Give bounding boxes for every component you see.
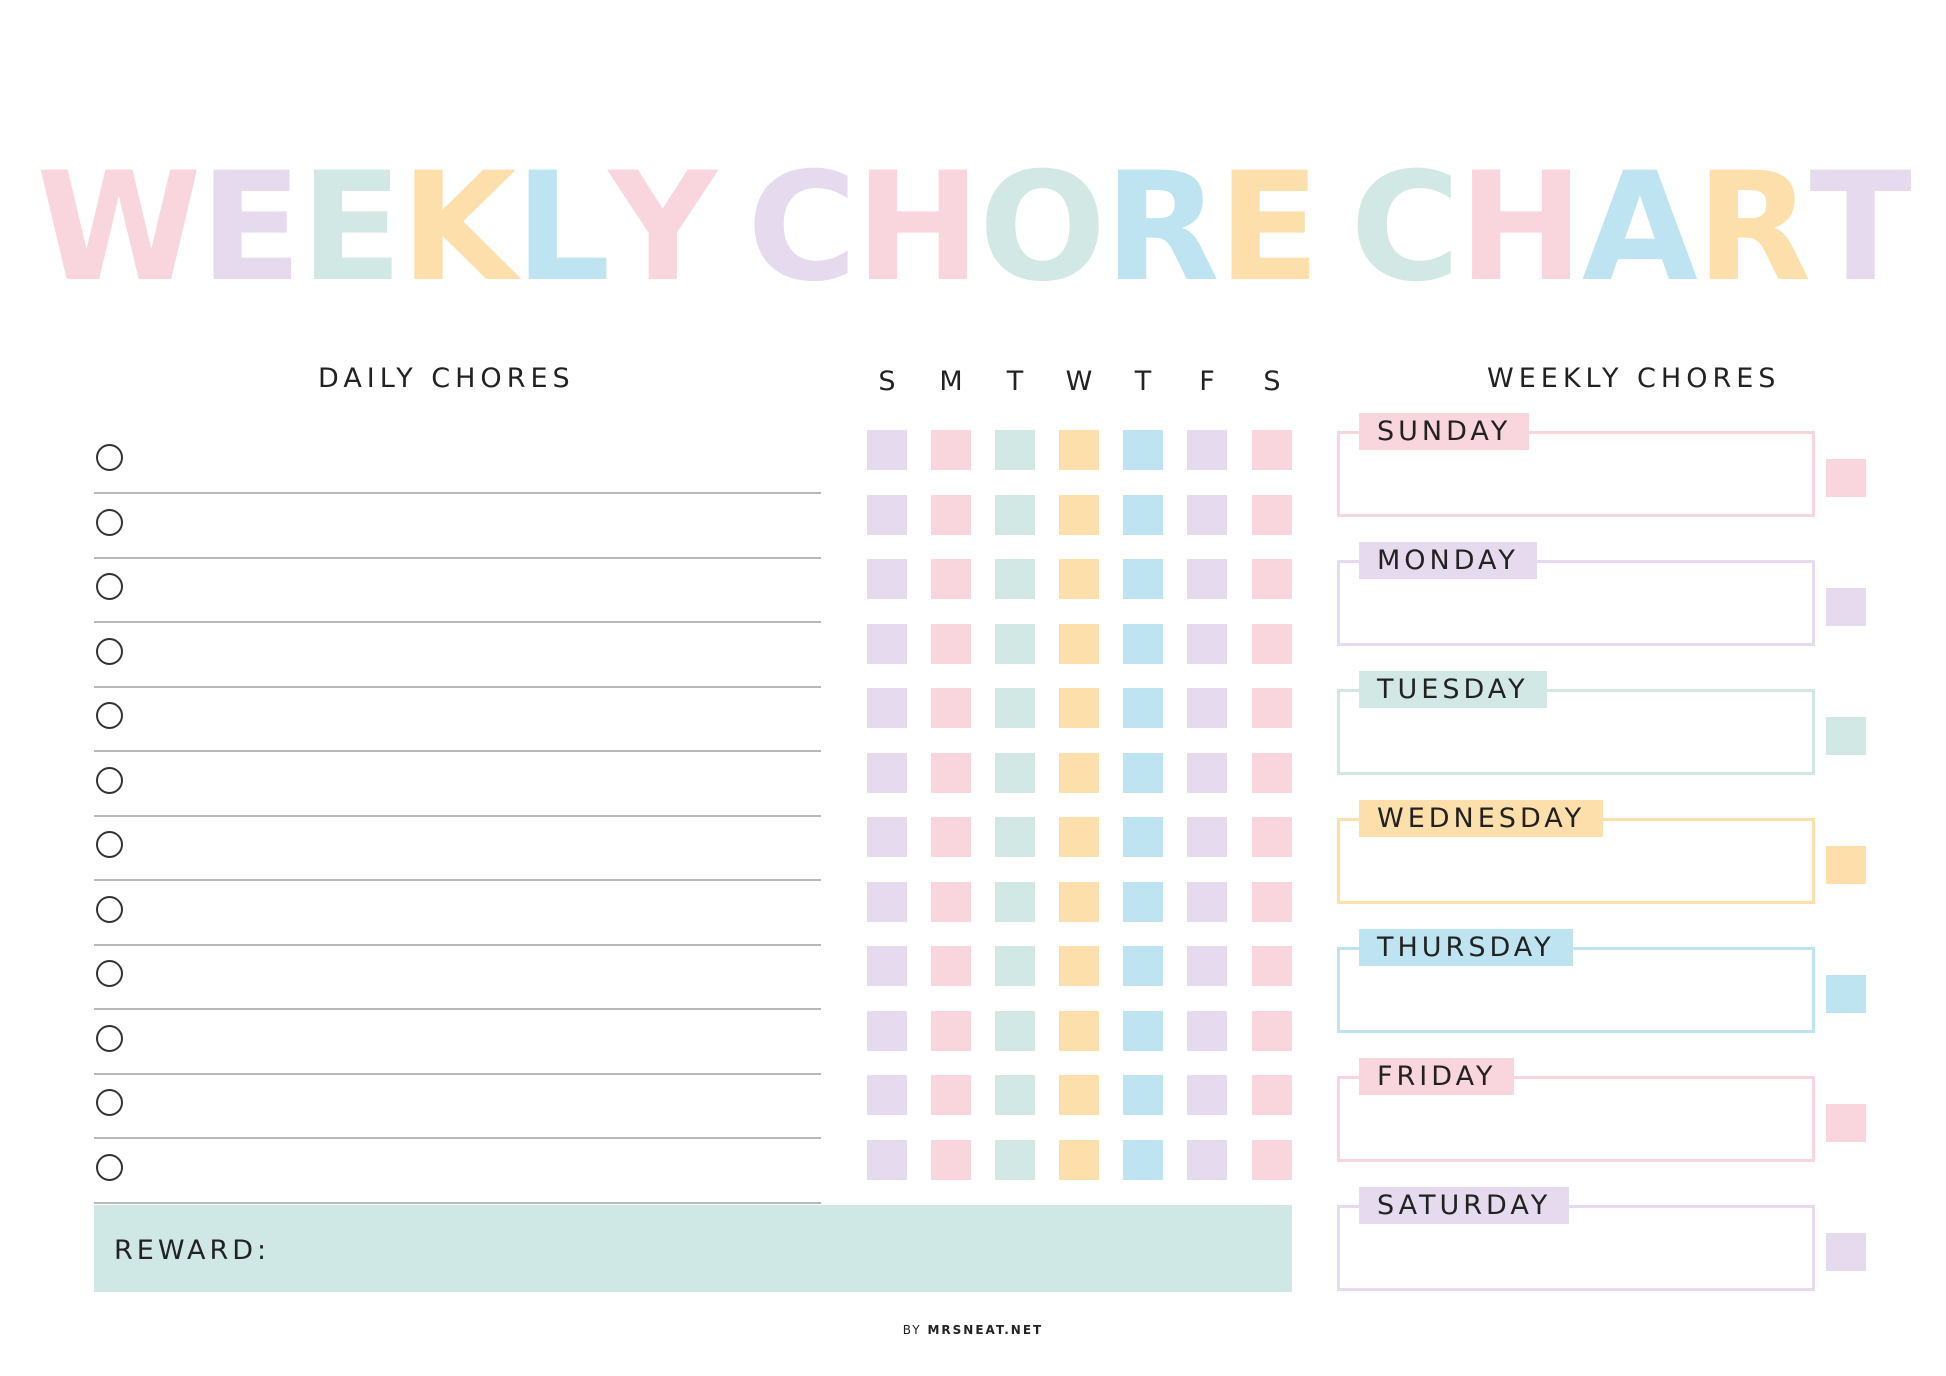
day-header: W <box>1065 366 1093 397</box>
title-letter: K <box>400 141 515 315</box>
title-letter: A <box>1581 141 1696 315</box>
day-tick-box[interactable] <box>995 559 1035 599</box>
day-tick-box[interactable] <box>1059 1075 1099 1115</box>
chore-checkbox[interactable] <box>96 638 123 665</box>
day-tick-box[interactable] <box>995 753 1035 793</box>
day-tick-box[interactable] <box>1187 882 1227 922</box>
day-tick-box[interactable] <box>931 817 971 857</box>
day-tick-box[interactable] <box>995 624 1035 664</box>
day-tick-box[interactable] <box>1123 1075 1163 1115</box>
day-tick-box[interactable] <box>1123 624 1163 664</box>
title-letter: R <box>1695 141 1810 315</box>
weekly-check-box[interactable] <box>1826 1233 1866 1271</box>
day-tick-box[interactable] <box>1252 1140 1292 1180</box>
day-tick-box[interactable] <box>1123 495 1163 535</box>
weekly-day-label: FRIDAY <box>1359 1058 1514 1095</box>
day-tick-box[interactable] <box>867 495 907 535</box>
daily-chore-row[interactable] <box>94 688 821 752</box>
daily-chore-row[interactable] <box>94 430 821 494</box>
day-tick-box[interactable] <box>1123 1140 1163 1180</box>
day-tick-box[interactable] <box>1187 1011 1227 1051</box>
day-tick-box[interactable] <box>867 559 907 599</box>
day-tick-box[interactable] <box>1252 1075 1292 1115</box>
daily-chore-row[interactable] <box>94 624 821 688</box>
day-tick-box[interactable] <box>931 753 971 793</box>
day-tick-box[interactable] <box>931 1075 971 1115</box>
day-tick-box[interactable] <box>867 624 907 664</box>
day-tick-box[interactable] <box>1252 624 1292 664</box>
footer-prefix: BY <box>902 1323 922 1337</box>
day-tick-box[interactable] <box>1252 688 1292 728</box>
day-tick-box[interactable] <box>1252 1011 1292 1051</box>
chore-checkbox[interactable] <box>96 702 123 729</box>
day-tick-box[interactable] <box>1059 1140 1099 1180</box>
day-tick-box[interactable] <box>931 882 971 922</box>
day-tick-box[interactable] <box>995 1011 1035 1051</box>
day-tick-box[interactable] <box>1187 430 1227 470</box>
day-tick-box[interactable] <box>995 946 1035 986</box>
day-tick-box[interactable] <box>1059 688 1099 728</box>
day-tick-box[interactable] <box>867 1140 907 1180</box>
day-header: T <box>1134 366 1152 397</box>
day-tick-box[interactable] <box>1187 817 1227 857</box>
title-letter: E <box>199 141 301 315</box>
title-letter: L <box>514 141 609 315</box>
day-tick-box[interactable] <box>1059 817 1099 857</box>
day-tick-box[interactable] <box>1059 430 1099 470</box>
weekly-day-label: WEDNESDAY <box>1359 800 1603 837</box>
day-tick-box[interactable] <box>867 753 907 793</box>
title-letter: E <box>300 141 401 315</box>
day-tick-box[interactable] <box>1187 753 1227 793</box>
weekly-chores-heading: WEEKLY CHORES <box>1487 363 1781 394</box>
daily-chore-row[interactable] <box>94 1140 821 1204</box>
day-tick-box[interactable] <box>1252 817 1292 857</box>
title-letter: E <box>1217 141 1319 315</box>
weekly-check-box[interactable] <box>1826 717 1866 755</box>
day-tick-box[interactable] <box>1252 559 1292 599</box>
chore-write-line <box>94 1202 821 1204</box>
title-word <box>36 141 716 315</box>
footer-credit <box>0 1323 1946 1337</box>
day-header: S <box>878 366 896 397</box>
weekly-day-label: SUNDAY <box>1359 413 1529 450</box>
day-tick-box[interactable] <box>1059 753 1099 793</box>
day-tick-box[interactable] <box>1252 430 1292 470</box>
weekly-check-box[interactable] <box>1826 588 1866 626</box>
daily-chore-row[interactable] <box>94 495 821 559</box>
title-letter: C <box>1350 141 1459 315</box>
chore-checkbox[interactable] <box>96 896 123 923</box>
day-tick-box[interactable] <box>1187 559 1227 599</box>
chore-checkbox[interactable] <box>96 1154 123 1181</box>
title-letter: H <box>1458 141 1582 315</box>
day-tick-box[interactable] <box>1059 624 1099 664</box>
daily-chore-row[interactable] <box>94 882 821 946</box>
title-word <box>747 141 1319 315</box>
day-tick-box[interactable] <box>1059 882 1099 922</box>
reward-bar[interactable] <box>94 1205 1292 1292</box>
day-tick-box[interactable] <box>1123 559 1163 599</box>
day-tick-box[interactable] <box>1187 495 1227 535</box>
day-tick-box[interactable] <box>995 430 1035 470</box>
day-tick-box[interactable] <box>1123 430 1163 470</box>
day-header: S <box>1263 366 1281 397</box>
title-letter: Y <box>608 141 716 315</box>
day-tick-box[interactable] <box>931 946 971 986</box>
daily-chores-heading: DAILY CHORES <box>318 363 575 394</box>
daily-chore-row[interactable] <box>94 753 821 817</box>
day-tick-box[interactable] <box>1059 946 1099 986</box>
day-tick-box[interactable] <box>1252 753 1292 793</box>
weekly-day-label: THURSDAY <box>1359 929 1573 966</box>
weekly-check-box[interactable] <box>1826 975 1866 1013</box>
chore-checkbox[interactable] <box>96 767 123 794</box>
day-tick-box[interactable] <box>1123 1011 1163 1051</box>
chore-checkbox[interactable] <box>96 509 123 536</box>
day-tick-box[interactable] <box>867 688 907 728</box>
footer-brand: MRSNEAT.NET <box>927 1323 1044 1337</box>
daily-chore-row[interactable] <box>94 1011 821 1075</box>
title-letter: T <box>1809 141 1910 315</box>
day-tick-box[interactable] <box>995 688 1035 728</box>
chore-checkbox[interactable] <box>96 1089 123 1116</box>
day-tick-box[interactable] <box>1187 1140 1227 1180</box>
title-letter: W <box>36 141 200 315</box>
day-tick-box[interactable] <box>1059 1011 1099 1051</box>
day-tick-box[interactable] <box>931 559 971 599</box>
daily-chore-row[interactable] <box>94 559 821 623</box>
day-tick-box[interactable] <box>867 1011 907 1051</box>
chore-checkbox[interactable] <box>96 444 123 471</box>
daily-chore-row[interactable] <box>94 1075 821 1139</box>
day-tick-box[interactable] <box>1123 882 1163 922</box>
day-header: M <box>939 366 963 397</box>
weekly-day-label: SATURDAY <box>1359 1187 1569 1224</box>
title-letter: H <box>855 141 979 315</box>
day-tick-box[interactable] <box>1252 946 1292 986</box>
day-header: F <box>1199 366 1215 397</box>
weekly-check-box[interactable] <box>1826 846 1866 884</box>
day-tick-box[interactable] <box>1252 882 1292 922</box>
chore-checkbox[interactable] <box>96 831 123 858</box>
weekly-check-box[interactable] <box>1826 1104 1866 1142</box>
weekly-day-label: MONDAY <box>1359 542 1537 579</box>
day-tick-box[interactable] <box>867 882 907 922</box>
day-tick-box[interactable] <box>931 495 971 535</box>
weekly-check-box[interactable] <box>1826 459 1866 497</box>
daily-chore-row[interactable] <box>94 946 821 1010</box>
day-tick-box[interactable] <box>1252 495 1292 535</box>
weekly-day-label: TUESDAY <box>1359 671 1547 708</box>
day-tick-box[interactable] <box>995 817 1035 857</box>
day-tick-box[interactable] <box>931 1140 971 1180</box>
chore-checkbox[interactable] <box>96 573 123 600</box>
page-title <box>0 141 1946 315</box>
reward-label: REWARD: <box>114 1235 271 1266</box>
day-tick-box[interactable] <box>1123 753 1163 793</box>
day-tick-box[interactable] <box>867 1075 907 1115</box>
day-tick-box[interactable] <box>1187 946 1227 986</box>
day-tick-box[interactable] <box>867 817 907 857</box>
chore-checkbox[interactable] <box>96 1025 123 1052</box>
daily-chore-row[interactable] <box>94 817 821 881</box>
day-tick-box[interactable] <box>1123 688 1163 728</box>
title-letter: O <box>978 141 1105 315</box>
day-tick-box[interactable] <box>931 688 971 728</box>
title-letter: R <box>1104 141 1218 315</box>
day-header: T <box>1006 366 1024 397</box>
day-tick-box[interactable] <box>1059 559 1099 599</box>
title-word <box>1350 141 1910 315</box>
day-tick-box[interactable] <box>867 430 907 470</box>
title-letter: C <box>747 141 856 315</box>
day-tick-box[interactable] <box>995 882 1035 922</box>
day-tick-box[interactable] <box>867 946 907 986</box>
day-tick-box[interactable] <box>931 430 971 470</box>
day-tick-box[interactable] <box>1059 495 1099 535</box>
day-tick-box[interactable] <box>1187 624 1227 664</box>
day-tick-box[interactable] <box>1123 946 1163 986</box>
day-tick-box[interactable] <box>1187 688 1227 728</box>
day-tick-box[interactable] <box>995 495 1035 535</box>
day-tick-box[interactable] <box>1187 1075 1227 1115</box>
day-tick-box[interactable] <box>931 624 971 664</box>
day-tick-box[interactable] <box>931 1011 971 1051</box>
day-tick-box[interactable] <box>1123 817 1163 857</box>
chore-checkbox[interactable] <box>96 960 123 987</box>
day-tick-box[interactable] <box>995 1140 1035 1180</box>
day-tick-box[interactable] <box>995 1075 1035 1115</box>
